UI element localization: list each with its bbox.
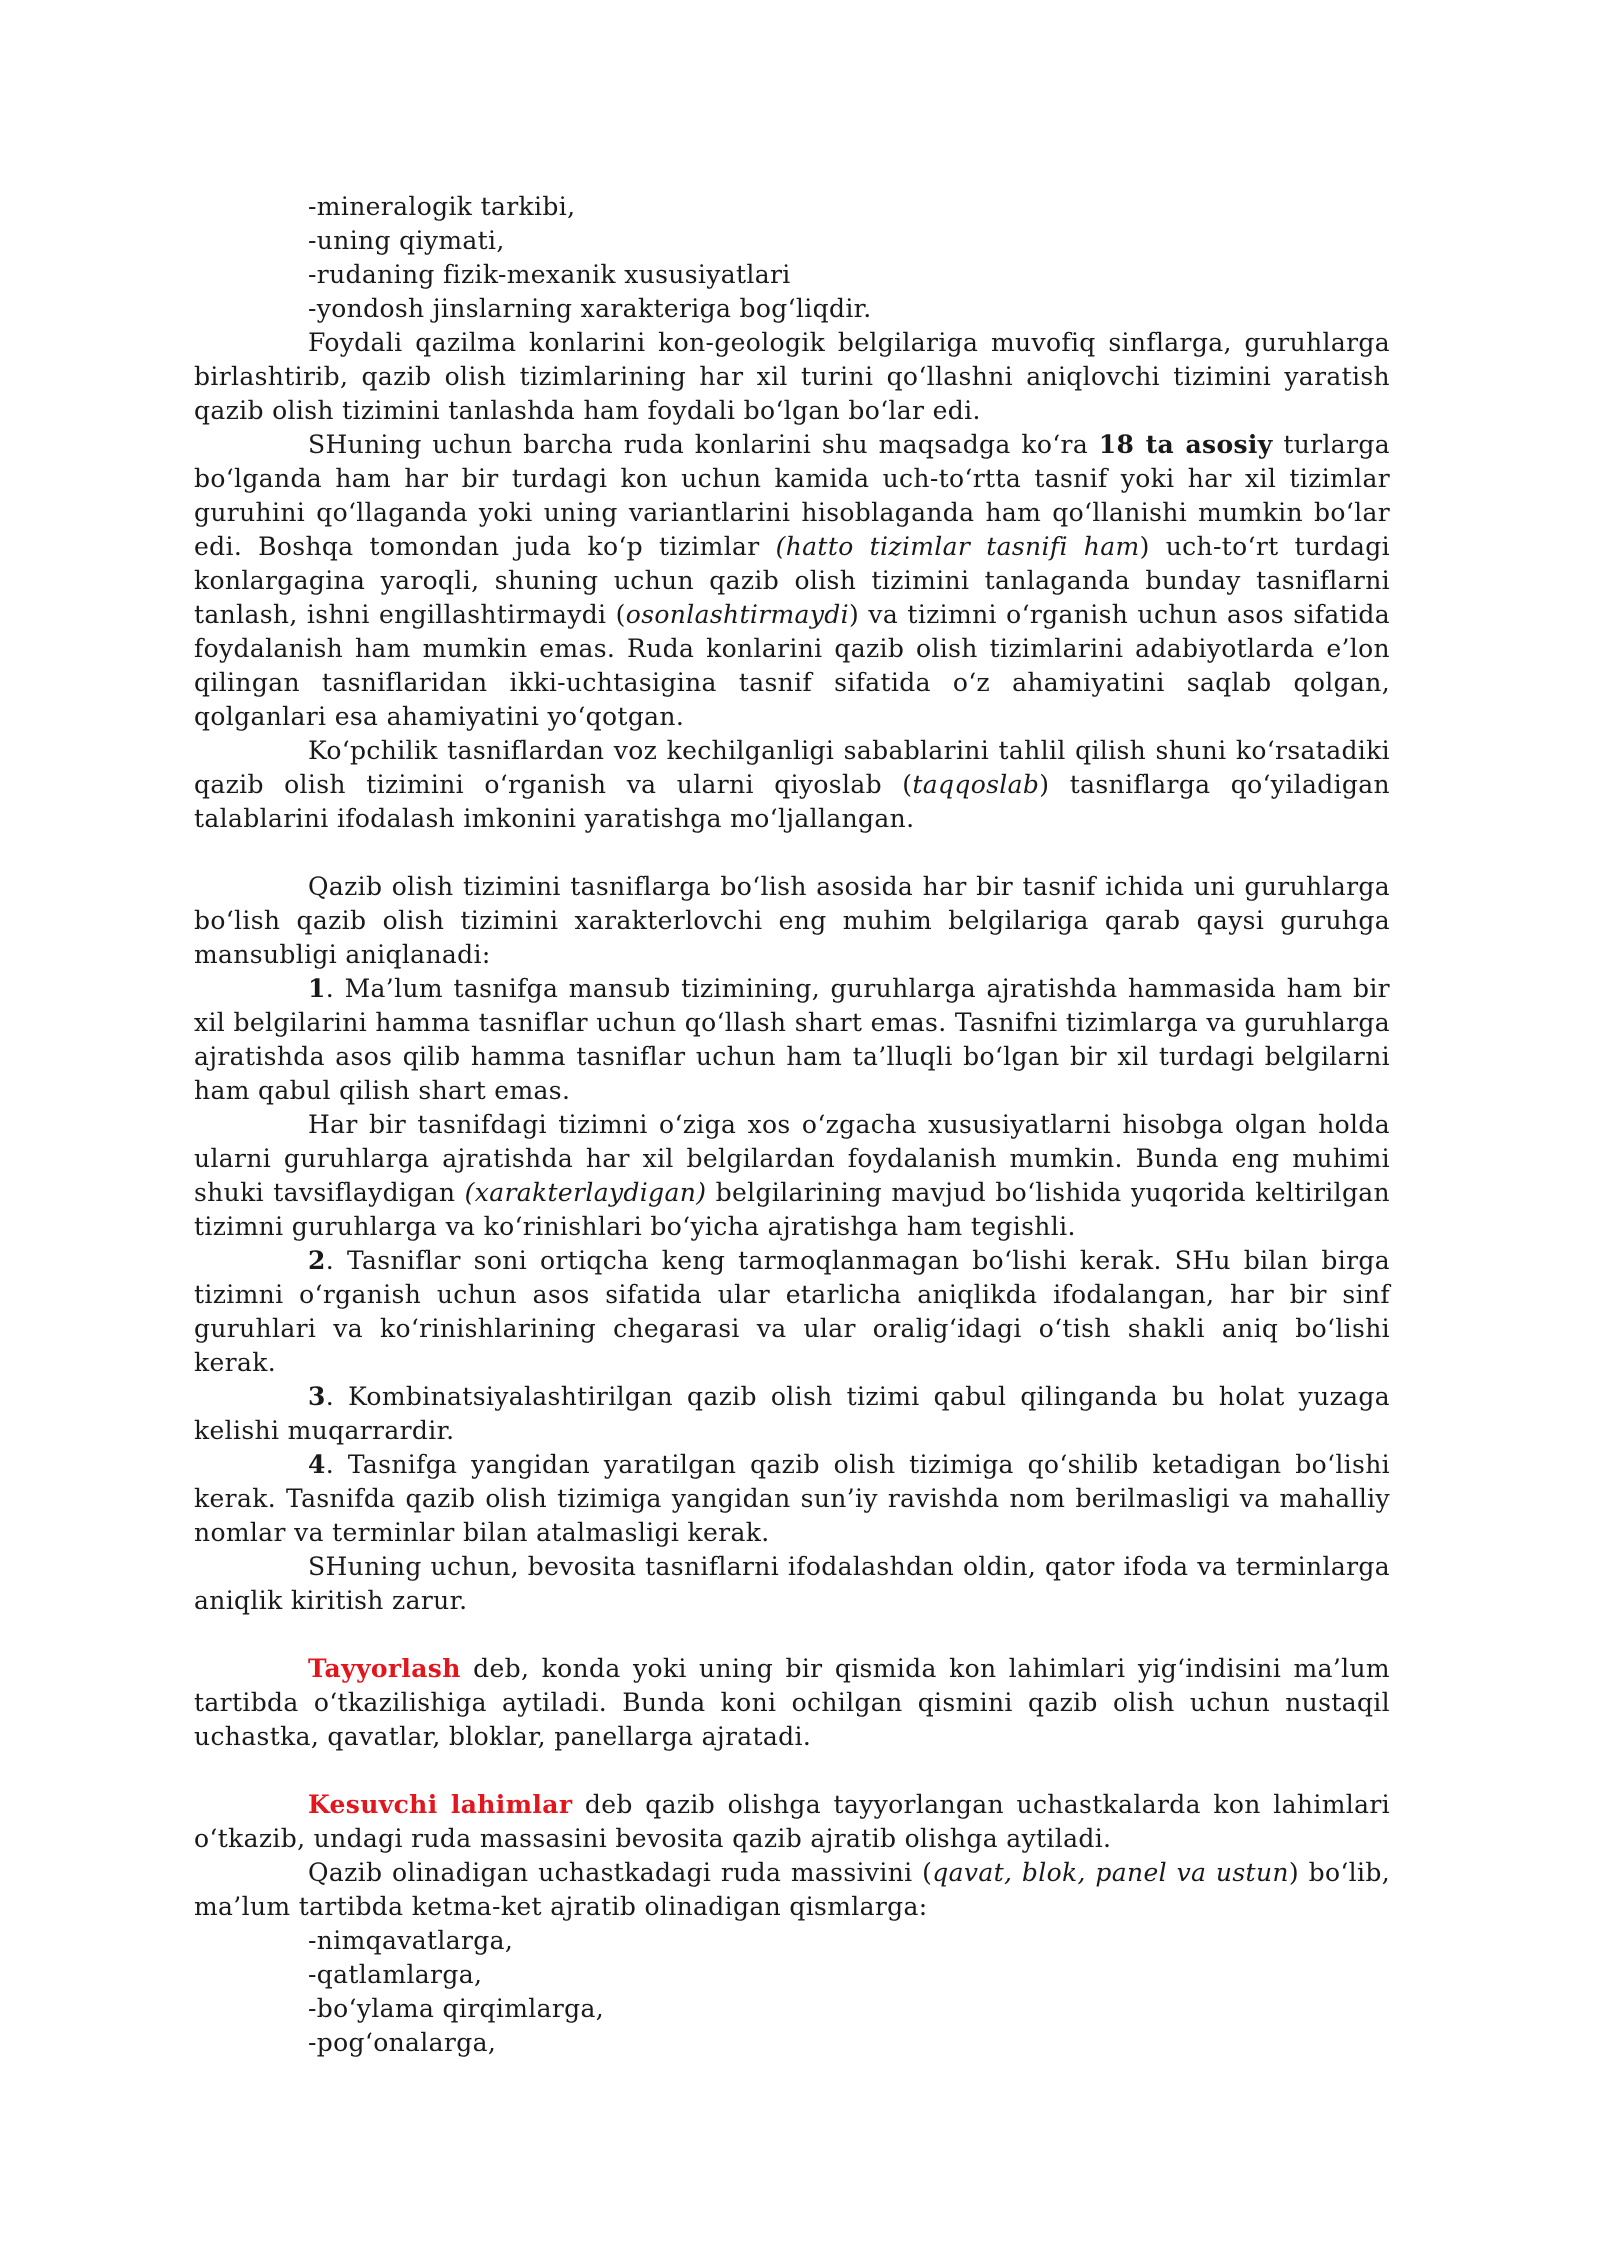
list2-item: -qatlamlarga, <box>308 1960 483 1989</box>
paragraph-1: Foydali qazilma konlarini kon-geologik belgilariga muvofiq sinflarga, guruhlarga birlashtirib, qazib olish tizimlarining har xil turini qo‘llashni aniqlovchi tizimini yaratish qazib olish tizimini tanlashda ham foydali bo‘lgan bo‘lar edi. <box>194 328 1390 425</box>
list1-item: -mineralogik tarkibi, <box>308 192 576 221</box>
italic-note: taqqoslab <box>912 770 1040 799</box>
item-number: 1 <box>308 974 326 1003</box>
paragraph-4: Qazib olish tizimini tasniflarga bo‘lish asosida har bir tasnif ichida uni guruhlarga bo‘lish qazib olish tizimini xarakterlovchi eng muhim belgilariga qarab qaysi guruhga mansubligi aniqlanadi: <box>194 872 1390 969</box>
italic-note: (xarakterlaydigan) <box>464 1178 707 1207</box>
item-number: 3 <box>308 1382 326 1411</box>
defined-term: Kesuvchi lahimlar <box>308 1790 573 1819</box>
defined-term: Tayyorlash <box>308 1654 461 1683</box>
numbered-item-1: 1. Ma’lum tasnifga mansub tizimining, guruhlarga ajratishda hammasida ham bir xil belgilarini hamma tasniflar uchun qo‘llash shart emas. Tasnifni tizimlarga va guruhlarga ajratishda asos qilib hamma tasniflar uchun ham ta’lluqli bo‘lgan bir xil turdagi belgilarni ham qabul qilish shart emas. <box>194 974 1390 1105</box>
list1-item: -yondosh jinslarning xarakteriga bog‘liqdir. <box>308 294 872 323</box>
paragraph-3: Ko‘pchilik tasniflardan voz kechilganligi sabablarini tahlil qilish shuni ko‘rsatadiki qazib olish tizimini o‘rganish va ularni qiyoslab (taqqoslab) tasniflarga qo‘yiladigan talablarini ifodalash imkonini yaratishga mo‘ljallangan. <box>194 736 1390 833</box>
list2-item: -bo‘ylama qirqimlarga, <box>308 1994 605 2023</box>
paragraph-6: SHuning uchun, bevosita tasniflarni ifodalashdan oldin, qator ifoda va terminlarga aniqlik kiritish zarur. <box>194 1552 1390 1615</box>
paragraph-2: SHuning uchun barcha ruda konlarini shu maqsadga ko‘ra 18 ta asosiy turlarga bo‘lganda ham har bir turdagi kon uchun kamida uch-to‘rtta tasnif yoki har xil tizimlar guruhini qo‘llaganda yoki uning variantlarini hisoblaganda ham qo‘llanishi mumkin bo‘lar edi. Boshqa tomondan juda ko‘p tizimlar (hatto tizimlar tasnifi ham) uch-to‘rt turdagi konlargagina yaroqli, shuning uchun qazib olish tizimini tanlaganda bunday tasniflarni tanlash, ishni engillashtirmaydi (osonlashtirmaydi) va tizimni o‘rganish uchun asos sifatida foydalanish ham mumkin emas. Ruda konlarini qazib olish tizimlarini adabiyotlarda e’lon qilingan tasniflaridan ikki-uchtasigina tasnif sifatida o‘z ahamiyatini saqlab qolgan, qolganlari esa ahamiyatini yo‘qotgan. <box>194 430 1391 731</box>
list1-item: -rudaning fizik-mexanik xususiyatlari <box>308 260 791 289</box>
paragraph-8: Kesuvchi lahimlar deb qazib olishga tayyorlangan uchastkalarda kon lahimlari o‘tkazib, undagi ruda massasini bevosita qazib ajratib olishga aytiladi. <box>194 1790 1390 1853</box>
spacer <box>194 836 1390 870</box>
paragraph-5: Har bir tasnifdagi tizimni o‘ziga xos o‘zgacha xususiyatlarni hisobga olgan holda ularni guruhlarga ajratishda har xil belgilardan foydalanish mumkin. Bunda eng muhimi shuki tavsiflaydigan (xarakterlaydigan) belgilarining mavjud bo‘lishida yuqorida keltirilgan tizimni guruhlarga va ko‘rinishlari bo‘yicha ajratishga ham tegishli. <box>194 1110 1391 1241</box>
paragraph-9: Qazib olinadigan uchastkadagi ruda massivini (qavat, blok, panel va ustun) bo‘lib, ma’lum tartibda ketma-ket ajratib olinadigan qismlarga: <box>194 1858 1390 1921</box>
list2-item: -nimqavatlarga, <box>308 1926 514 1955</box>
italic-note: (hatto tizimlar tasnifi ham <box>775 532 1140 561</box>
bold-count: 18 ta asosiy <box>1098 430 1273 459</box>
item-number: 2 <box>308 1246 326 1275</box>
numbered-item-2: 2. Tasniflar soni ortiqcha keng tarmoqlanmagan bo‘lishi kerak. SHu bilan birga tizimni o‘rganish uchun asos sifatida ular etarlicha aniqlikda ifodalangan, har bir sinf guruhlari va ko‘rinishlarining chegarasi va ular oralig‘idagi o‘tish shakli aniq bo‘lishi kerak. <box>194 1246 1390 1377</box>
list1-item: -uning qiymati, <box>308 226 505 255</box>
numbered-item-4: 4. Tasnifga yangidan yaratilgan qazib olish tizimiga qo‘shilib ketadigan bo‘lishi kerak. Tasnifda qazib olish tizimiga yangidan sun’iy ravishda nom berilmasligi va mahalliy nomlar va terminlar bilan atalmasligi kerak. <box>194 1450 1390 1547</box>
spacer <box>194 1754 1390 1788</box>
numbered-item-3: 3. Kombinatsiyalashtirilgan qazib olish tizimi qabul qilinganda bu holat yuzaga kelishi muqarrardir. <box>194 1382 1390 1445</box>
list2-item: -pog‘onalarga, <box>308 2028 497 2057</box>
italic-note: qavat, blok, panel va ustun <box>932 1858 1289 1887</box>
item-number: 4 <box>308 1450 326 1479</box>
spacer <box>194 1618 1390 1652</box>
paragraph-7: Tayyorlash deb, konda yoki uning bir qismida kon lahimlari yig‘indisini ma’lum tartibda o‘tkazilishiga aytiladi. Bunda koni ochilgan qismini qazib olish uchun nustaqil uchastka, qavatlar, bloklar, panellarga ajratadi. <box>194 1654 1390 1751</box>
italic-note: osonlashtirmaydi <box>625 600 849 629</box>
